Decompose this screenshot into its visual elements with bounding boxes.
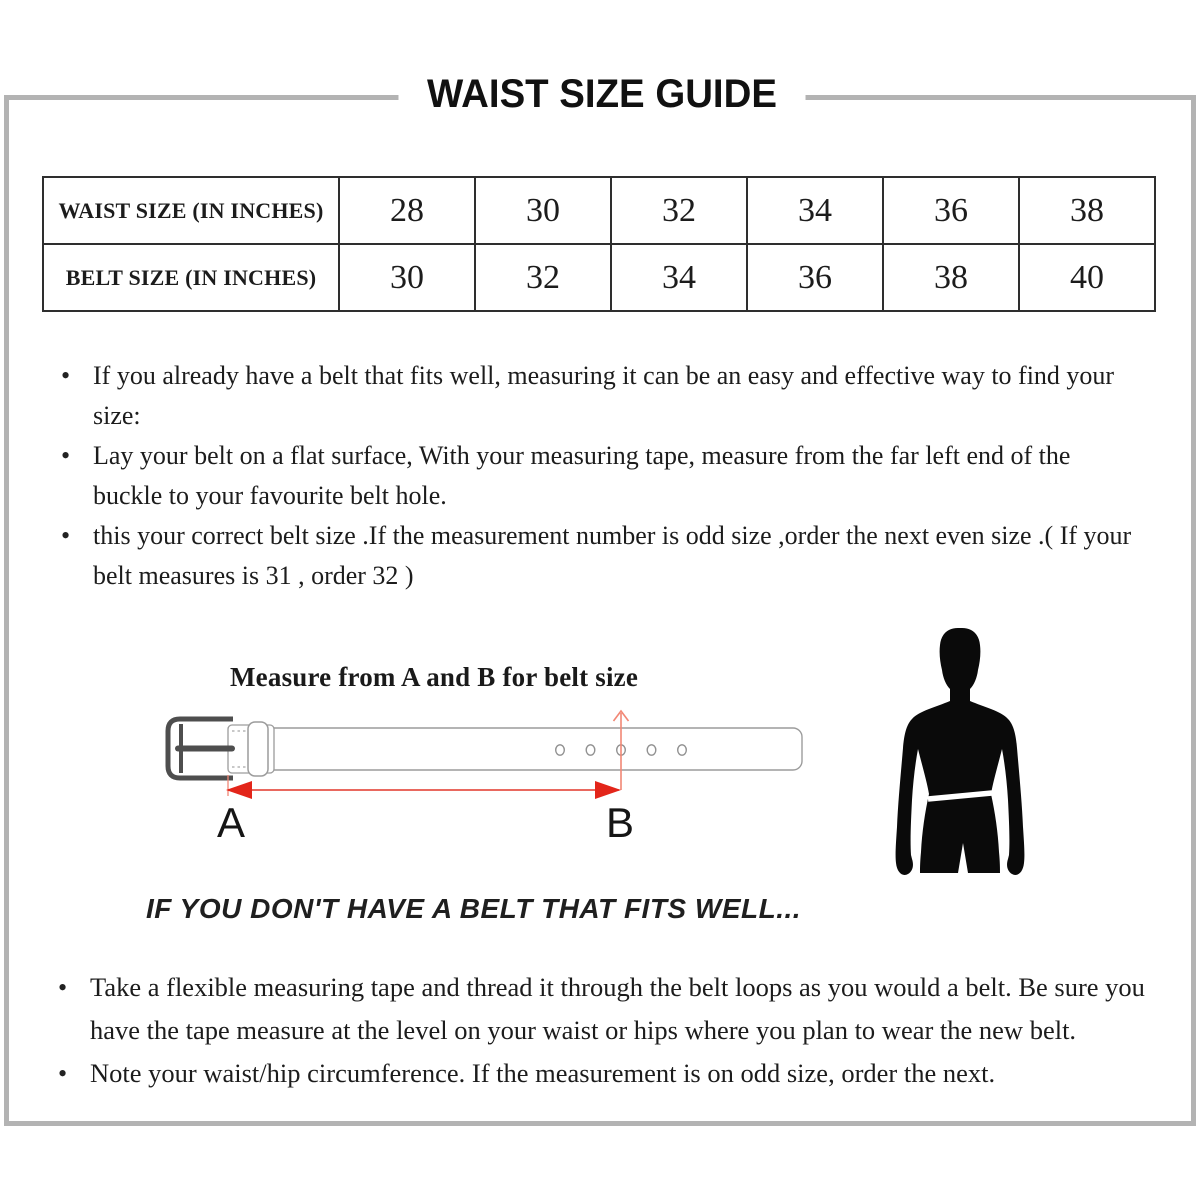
- belt-size-cell: 34: [611, 244, 747, 311]
- no-belt-tips-list: [52, 966, 1158, 1095]
- measure-arrow-a-b: [226, 775, 621, 799]
- belt-size-cell: 38: [883, 244, 1019, 311]
- list-item: • Lay your belt on a flat surface, With your measuring tape, measure from the far left end of the buckle to your favourite belt hole.: [55, 436, 1143, 516]
- waist-size-cell: 36: [883, 177, 1019, 244]
- belt-size-row-label: BELT SIZE (IN INCHES): [43, 244, 339, 311]
- point-b-label: B: [606, 799, 635, 846]
- belt-size-cell: 40: [1019, 244, 1155, 311]
- belt-diagram-icon: [140, 690, 840, 855]
- waist-size-row-label: WAIST SIZE (IN INCHES): [43, 177, 339, 244]
- list-item: • Take a flexible measuring tape and thread it through the belt loops as you would a belt. Be sure you have the tape measure at the level on your waist or hips where you plan to wear the new belt.: [52, 966, 1158, 1052]
- list-item: • this your correct belt size .If the measurement number is odd size ,order the next even size .( If your belt measures is 31 , order 32 ): [55, 516, 1143, 596]
- belt-size-cell: 36: [747, 244, 883, 311]
- measuring-tips-list: [55, 356, 1143, 596]
- male-torso-silhouette-icon: [888, 626, 1028, 876]
- table-row-waist: [43, 177, 1155, 244]
- table-row-belt: [43, 244, 1155, 311]
- no-belt-heading: IF YOU DON'T HAVE A BELT THAT FITS WELL...: [146, 893, 802, 924]
- waist-size-cell: 34: [747, 177, 883, 244]
- waist-size-cell: 28: [339, 177, 475, 244]
- page-title: WAIST SIZE GUIDE: [398, 72, 805, 116]
- belt-size-cell: 32: [475, 244, 611, 311]
- list-item: • Note your waist/hip circumference. If the measurement is on odd size, order the next.: [52, 1052, 1158, 1095]
- belt-size-cell: 30: [339, 244, 475, 311]
- waist-size-cell: 30: [475, 177, 611, 244]
- waist-size-cell: 38: [1019, 177, 1155, 244]
- list-item: • If you already have a belt that fits well, measuring it can be an easy and effective way to find your size:: [55, 356, 1143, 436]
- point-a-label: A: [217, 799, 246, 846]
- size-table: [42, 176, 1156, 312]
- diagram-heading: Measure from A and B for belt size: [230, 662, 639, 692]
- waist-size-cell: 32: [611, 177, 747, 244]
